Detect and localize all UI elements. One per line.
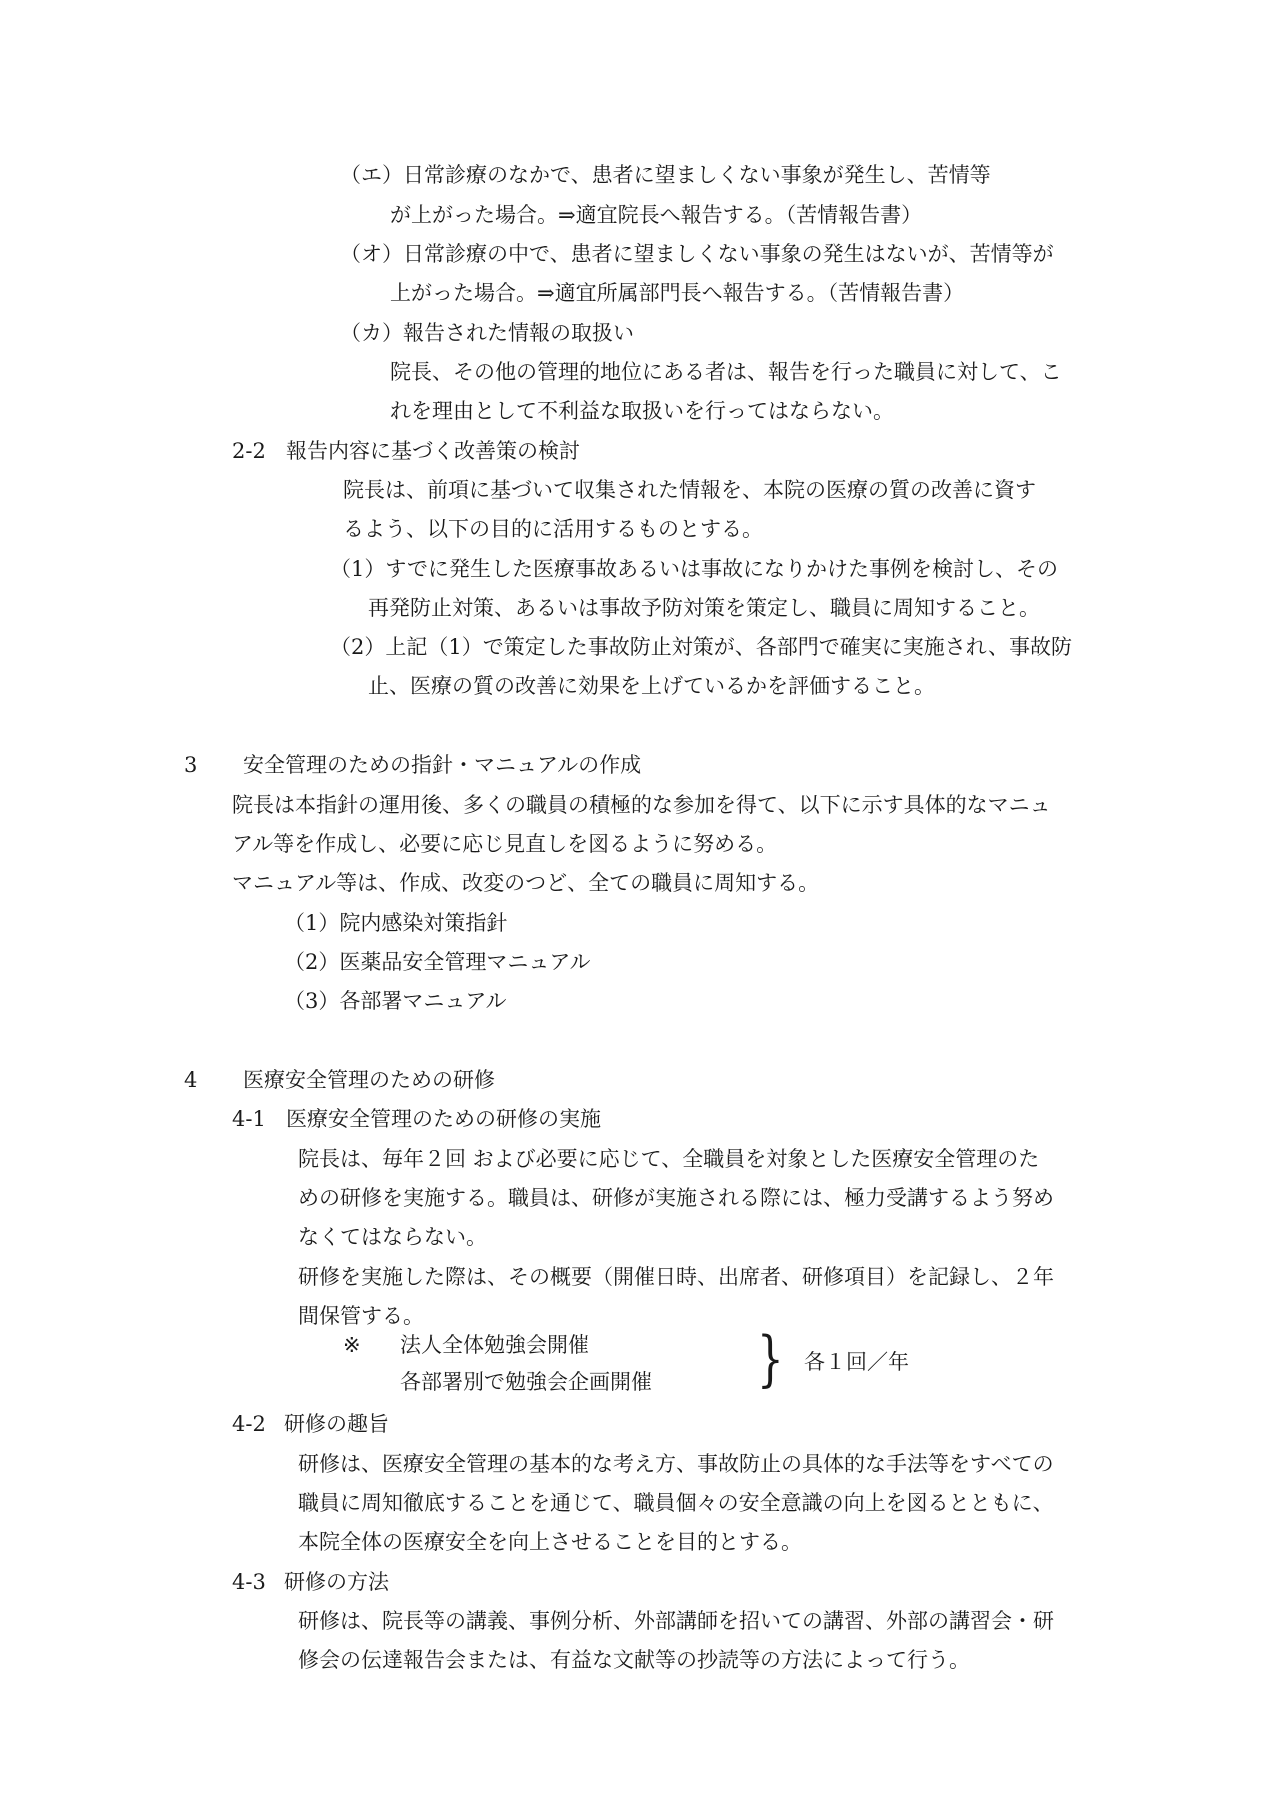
section-4-2-title: 研修の趣旨 bbox=[284, 1412, 389, 1436]
list-item-1-line-2: 再発防止対策、あるいは事故予防対策を策定し、職員に周知すること。 bbox=[368, 596, 1040, 620]
item-ka-heading: （カ）報告された情報の取扱い bbox=[340, 321, 634, 345]
section-4-2-line-3: 本院全体の医療安全を向上させることを目的とする。 bbox=[298, 1530, 802, 1554]
section-4-2-line-1: 研修は、医療安全管理の基本的な考え方、事故防止の具体的な手法等をすべての bbox=[298, 1452, 1054, 1476]
section-2-2-intro-line-2: るよう、以下の目的に活用するものとする。 bbox=[343, 517, 763, 541]
section-4-2-line-2: 職員に周知徹底することを通じて、職員個々の安全意識の向上を図るとともに、 bbox=[298, 1491, 1054, 1515]
section-4-1-title: 医療安全管理のための研修の実施 bbox=[286, 1107, 601, 1131]
note-item-2: 各部署別で勉強会企画開催 bbox=[400, 1370, 652, 1394]
list-item-1-line-1: （1）すでに発生した医療事故あるいは事故になりかけた事例を検討し、その bbox=[330, 557, 1058, 581]
section-4-2-number: 4-2 bbox=[232, 1412, 266, 1436]
section-3-paragraph-2: アル等を作成し、必要に応じ見直しを図るように努める。 bbox=[232, 832, 778, 856]
item-ka-line-2: れを理由として不利益な取扱いを行ってはならない。 bbox=[390, 399, 894, 423]
list-item-2-line-2: 止、医療の質の改善に効果を上げているかを評価すること。 bbox=[368, 674, 935, 698]
section-3-paragraph-3: マニュアル等は、作成、改変のつど、全ての職員に周知する。 bbox=[232, 871, 820, 895]
section-4-1-number: 4-1 bbox=[232, 1107, 266, 1131]
note-item-1: 法人全体勉強会開催 bbox=[400, 1333, 589, 1357]
manual-list-item-3: （3）各部署マニュアル bbox=[284, 989, 507, 1013]
section-3-paragraph-1: 院長は本指針の運用後、多くの職員の積極的な参加を得て、以下に示す具体的なマニュ bbox=[232, 793, 1051, 817]
item-o-line-2: 上がった場合。⇒適宜所属部門長へ報告する。（苦情報告書） bbox=[390, 281, 965, 305]
list-item-2-line-1: （2）上記（1）で策定した事故防止対策が、各部門で確実に実施され、事故防 bbox=[330, 635, 1072, 659]
section-4-number: 4 bbox=[184, 1068, 198, 1092]
section-4-1-line-4: 研修を実施した際は、その概要（開催日時、出席者、研修項目）を記録し、２年 bbox=[298, 1265, 1054, 1289]
item-e-line-1: （エ）日常診療のなかで、患者に望ましくない事象が発生し、苦情等 bbox=[340, 163, 991, 187]
manual-list-item-2: （2）医薬品安全管理マニュアル bbox=[284, 950, 591, 974]
brace-icon: } bbox=[757, 1324, 784, 1394]
section-4-1-line-1: 院長は、毎年２回 および必要に応じて、全職員を対象とした医療安全管理のた bbox=[298, 1147, 1040, 1171]
item-o-line-1: （オ）日常診療の中で、患者に望ましくない事象の発生はないが、苦情等が bbox=[340, 242, 1054, 266]
item-ka-line-1: 院長、その他の管理的地位にある者は、報告を行った職員に対して、こ bbox=[390, 360, 1062, 384]
item-e-line-2: が上がった場合。⇒適宜院長へ報告する。（苦情報告書） bbox=[390, 203, 923, 227]
section-4-3-line-1: 研修は、院長等の講義、事例分析、外部講師を招いての講習、外部の講習会・研 bbox=[298, 1609, 1054, 1633]
section-2-2-number: 2-2 bbox=[232, 439, 266, 463]
manual-list-item-1: （1）院内感染対策指針 bbox=[284, 911, 508, 935]
section-4-3-number: 4-3 bbox=[232, 1570, 266, 1594]
section-4-title: 医療安全管理のための研修 bbox=[243, 1068, 495, 1092]
section-3-number: 3 bbox=[184, 753, 198, 777]
section-4-3-title: 研修の方法 bbox=[284, 1570, 389, 1594]
note-mark: ※ bbox=[343, 1333, 361, 1357]
section-4-1-line-5: 間保管する。 bbox=[298, 1304, 424, 1328]
section-4-1-line-3: なくてはならない。 bbox=[298, 1225, 487, 1249]
section-4-1-line-2: めの研修を実施する。職員は、研修が実施される際には、極力受講するよう努め bbox=[298, 1186, 1054, 1210]
section-2-2-intro-line-1: 院長は、前項に基づいて収集された情報を、本院の医療の質の改善に資す bbox=[343, 478, 1036, 502]
note-frequency: 各１回／年 bbox=[804, 1350, 909, 1374]
section-3-title: 安全管理のための指針・マニュアルの作成 bbox=[243, 753, 642, 777]
section-4-3-line-2: 修会の伝達報告会または、有益な文献等の抄読等の方法によって行う。 bbox=[298, 1648, 970, 1672]
section-2-2-title: 報告内容に基づく改善策の検討 bbox=[286, 439, 580, 463]
